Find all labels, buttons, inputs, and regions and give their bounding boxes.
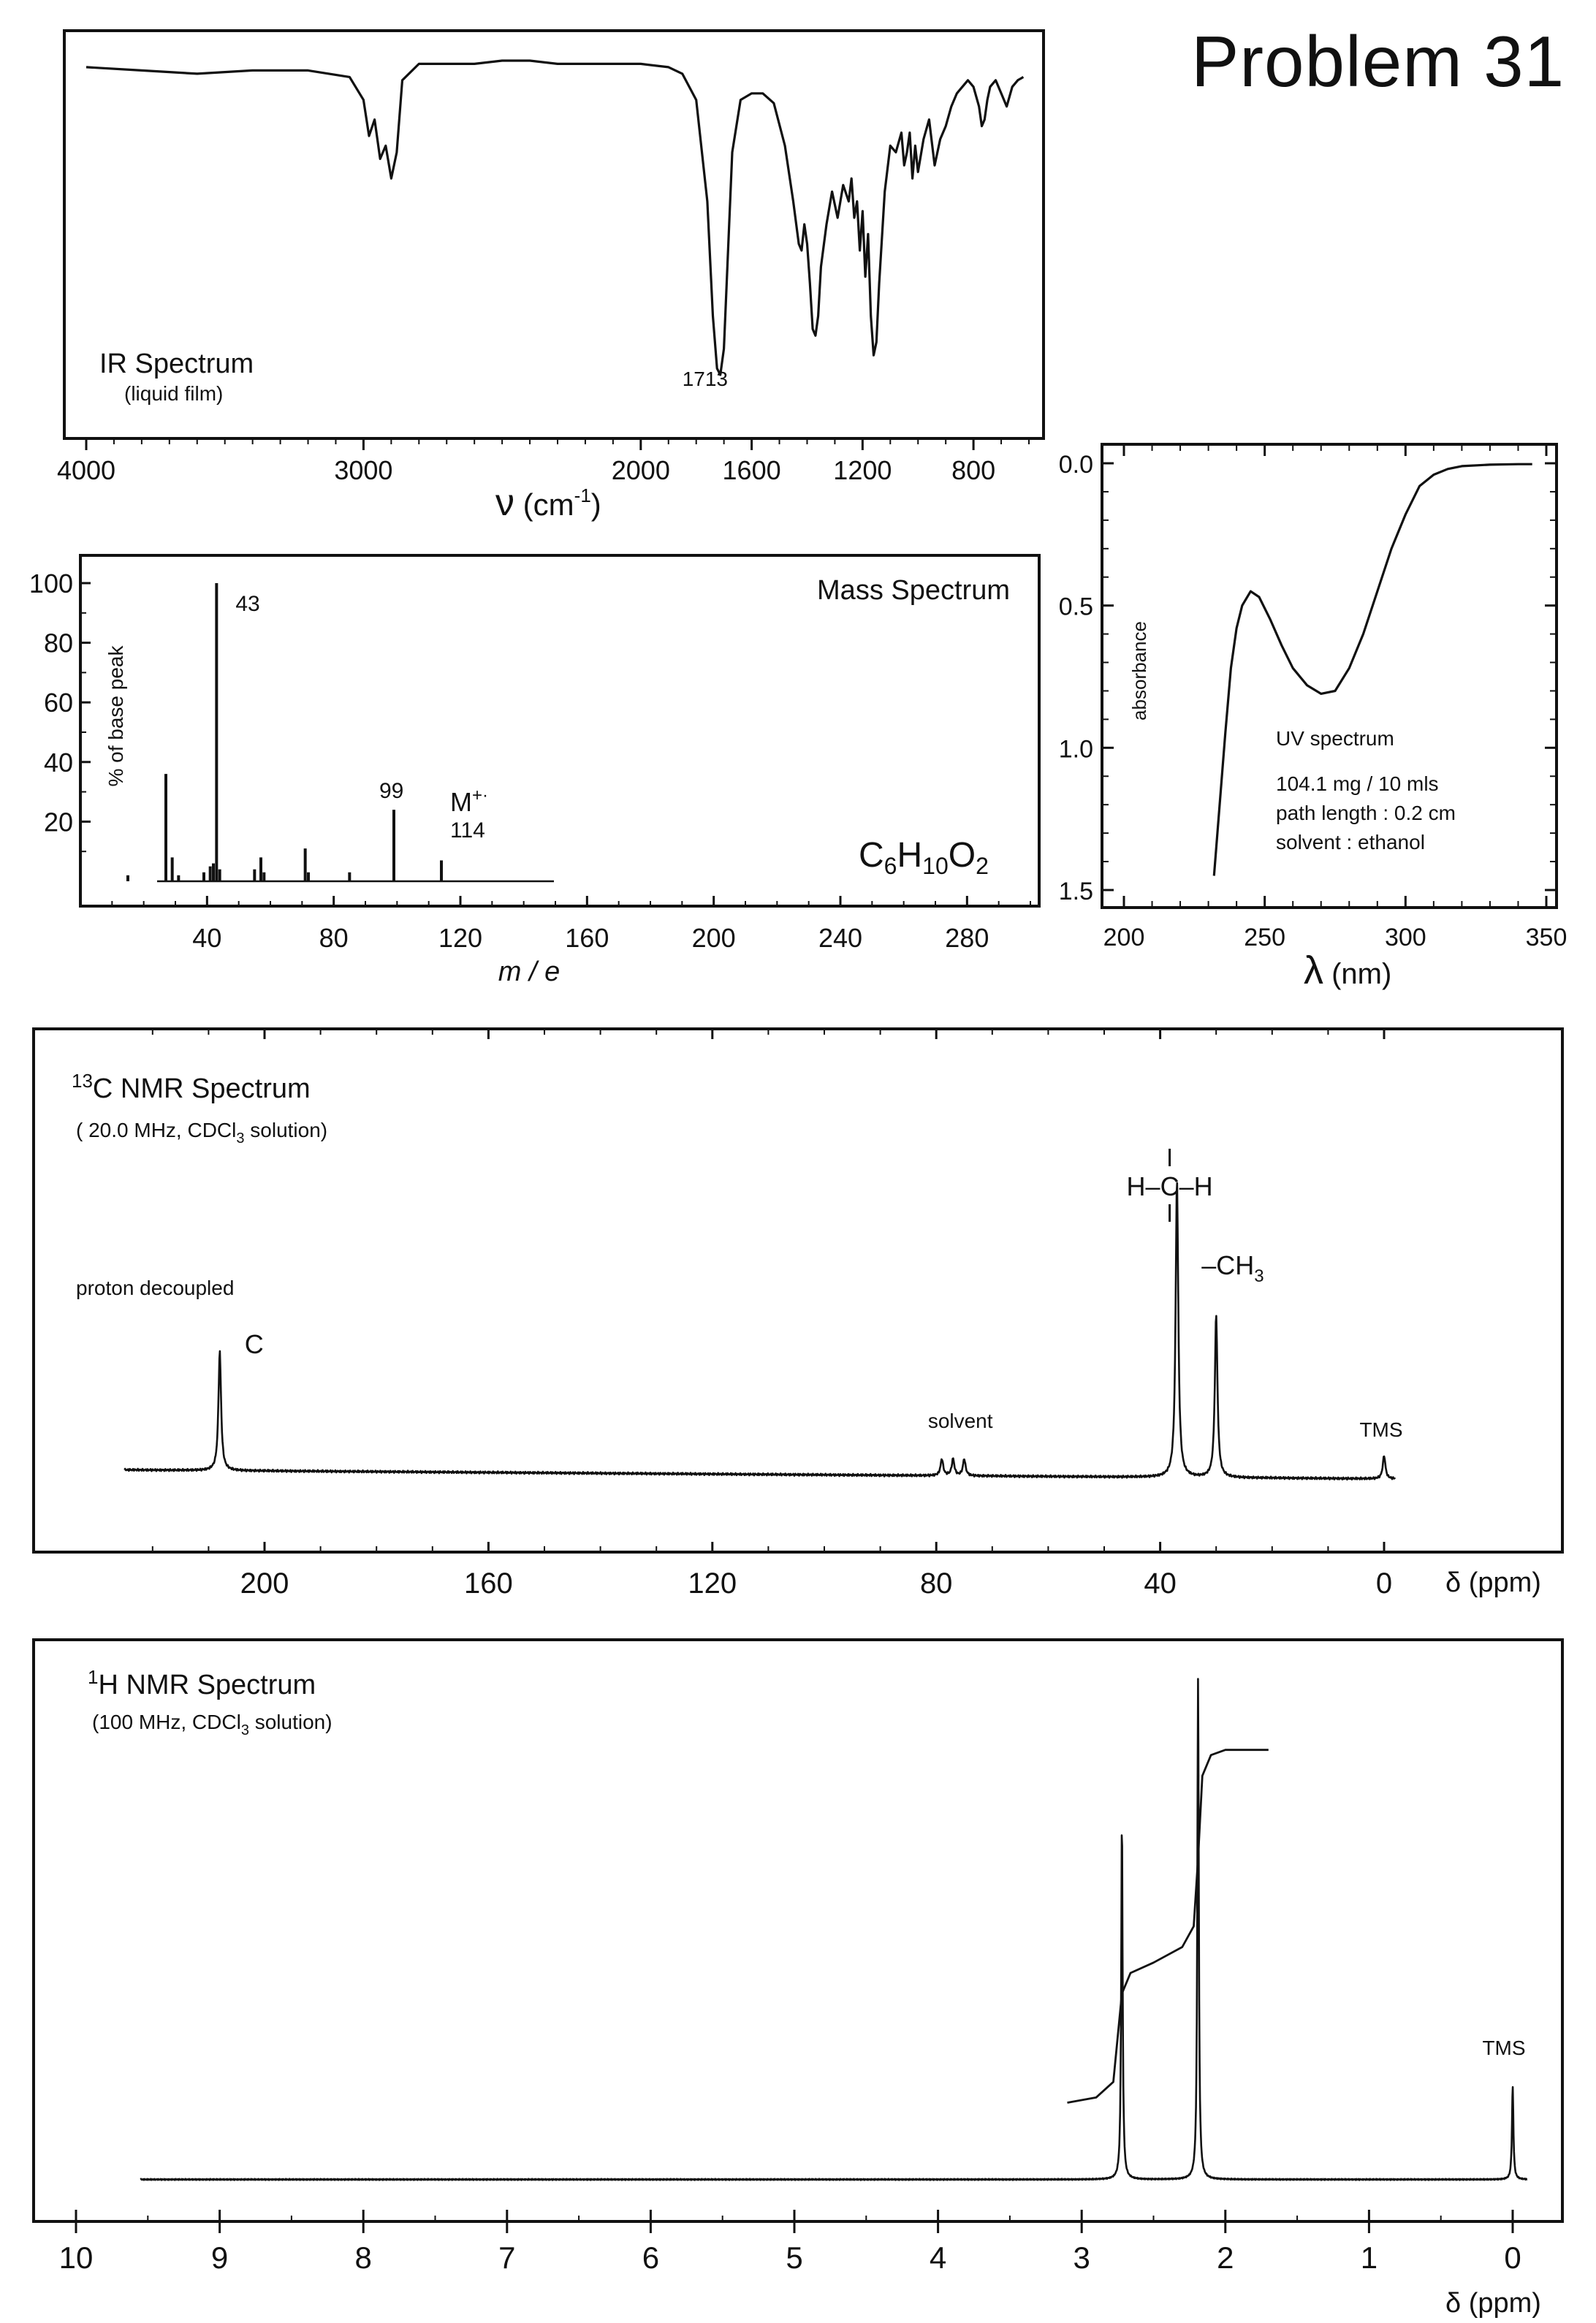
uv-x-tick-label: 250 [1244, 924, 1286, 951]
h1-x-tick-label: 3 [1073, 2240, 1090, 2275]
ir-x-tick-label: 2000 [611, 455, 670, 485]
uv-condition: path length : 0.2 cm [1276, 802, 1456, 824]
page-title: Problem 31 [1191, 21, 1565, 102]
h1-conditions-b: solution) [248, 1711, 332, 1733]
uv-x-tick-label: 350 [1525, 924, 1568, 951]
h1-title-text: H NMR Spectrum [98, 1670, 316, 1700]
c13-peak-label: solvent [927, 1410, 993, 1432]
h1-x-tick-label: 1 [1360, 2240, 1378, 2275]
uv-y-tick-label: 0.5 [1058, 593, 1093, 621]
formula-h: H [897, 836, 923, 875]
h1-x-tick-label: 5 [786, 2240, 803, 2275]
mass-y-tick-label: 20 [43, 807, 73, 837]
c13-x-tick-label: 80 [919, 1567, 953, 1600]
formula-c: C [859, 836, 884, 875]
formula-h-count: 10 [922, 853, 949, 879]
h1-x-tick-label: 10 [58, 2240, 94, 2275]
ir-title: IR Spectrum [99, 349, 254, 379]
mass-y-tick-label: 40 [43, 747, 73, 777]
mass-y-tick-label: 60 [43, 688, 73, 718]
uv-x-tick-label: 300 [1384, 924, 1426, 951]
mass-molecular-ion-label [450, 786, 488, 817]
c13-peak-label: H–C–H [1126, 1171, 1213, 1201]
mass-x-tick-label: 40 [192, 923, 222, 953]
h1-x-tick-label: 4 [929, 2240, 947, 2275]
h1-x-tick-label: 7 [498, 2240, 516, 2275]
c13-x-tick-label: 200 [240, 1567, 289, 1600]
h1-peak-label: TMS [1482, 2037, 1526, 2059]
c13-x-tick-label: 40 [1144, 1567, 1177, 1600]
c13-conditions-b: solution) [244, 1119, 328, 1141]
mass-x-tick-label: 80 [319, 923, 349, 953]
ir-subtitle: (liquid film) [124, 382, 224, 405]
uv-y-tick-label: 1.5 [1058, 878, 1093, 905]
h1-conditions-a: (100 MHz, CDCl [92, 1711, 241, 1733]
uv-condition: 104.1 mg / 10 mls [1276, 772, 1439, 795]
mass-panel [29, 555, 1039, 987]
mass-x-tick-label: 120 [438, 923, 483, 953]
formula-o-count: 2 [976, 853, 989, 879]
c13-panel [34, 1029, 1562, 1600]
c13-trace [125, 1183, 1396, 1480]
c13-title-sup: 13 [72, 1070, 93, 1092]
c13-conditions [76, 1119, 327, 1147]
c13-x-tick-label: 160 [464, 1567, 513, 1600]
mass-x-tick-label: 160 [565, 923, 609, 953]
h1-title-sup: 1 [88, 1666, 99, 1688]
ir-x-tick-label: 3000 [334, 455, 393, 485]
h1-trace [141, 1679, 1527, 2181]
uv-y-tick-label: 1.0 [1058, 735, 1093, 764]
h1-conditions-sub: 3 [240, 1722, 249, 1738]
c13-x-tick-label: 120 [688, 1567, 737, 1600]
c13-note: proton decoupled [76, 1277, 235, 1299]
c13-conditions-sub: 3 [236, 1130, 245, 1147]
uv-x-unit: (nm) [1323, 958, 1392, 990]
h1-x-tick-label: 8 [354, 2240, 372, 2275]
uv-y-axis-label: absorbance [1128, 621, 1150, 721]
uv-x-symbol: λ [1304, 948, 1323, 992]
c13-x-axis-label: δ (ppm) [1445, 1567, 1541, 1598]
c13-x-tick-label: 0 [1375, 1567, 1393, 1600]
c13-conditions-a: ( 20.0 MHz, CDCl [76, 1119, 237, 1141]
mass-peak-label: 99 [379, 779, 404, 803]
mass-x-tick-label: 200 [691, 923, 736, 953]
mass-peak-label: 114 [450, 818, 485, 843]
uv-x-axis-label [1304, 948, 1391, 992]
uv-x-tick-label: 200 [1103, 924, 1145, 951]
uv-title: UV spectrum [1276, 727, 1394, 750]
mass-formula [859, 836, 989, 879]
c13-peak-label: C [244, 1329, 264, 1359]
c13-methyl-sub: 3 [1254, 1266, 1264, 1286]
ir-peak-label: 1713 [682, 368, 729, 390]
h1-title [88, 1666, 316, 1700]
mass-x-tick-label: 280 [945, 923, 989, 953]
ir-panel [57, 31, 1044, 524]
c13-title [72, 1070, 311, 1104]
mass-x-axis-label: m / e [498, 957, 560, 987]
mass-ion-text: M [450, 787, 472, 817]
h1-integral-trace [1068, 1750, 1269, 2103]
h1-x-tick-label: 9 [210, 2240, 229, 2275]
ir-x-tick-label: 4000 [56, 455, 116, 485]
mass-title: Mass Spectrum [817, 575, 1010, 606]
ir-x-symbol: ν [495, 482, 514, 524]
formula-o: O [948, 836, 976, 875]
mass-y-tick-label: 100 [28, 569, 73, 598]
mass-ion-charge: +· [472, 786, 489, 805]
h1-x-tick-label: 0 [1504, 2240, 1521, 2275]
h1-x-tick-label: 2 [1217, 2240, 1234, 2275]
ir-x-unit-close: ) [590, 487, 601, 522]
ir-x-tick-label: 1200 [833, 455, 892, 485]
ir-x-unit-exp: -1 [574, 484, 591, 506]
h1-x-axis-label: δ (ppm) [1445, 2288, 1541, 2319]
uv-y-tick-label: 0.0 [1058, 451, 1093, 479]
c13-methyl-text: –CH [1201, 1250, 1255, 1280]
ir-x-tick-label: 800 [951, 455, 996, 485]
c13-title-text: C NMR Spectrum [92, 1073, 311, 1104]
h1-x-tick-label: 6 [642, 2240, 660, 2275]
uv-condition: solvent : ethanol [1276, 831, 1425, 853]
ir-trace [86, 61, 1023, 375]
ir-x-tick-label: 1600 [722, 455, 781, 485]
mass-peak-label: 43 [235, 592, 260, 616]
ir-x-axis-label [495, 482, 601, 524]
c13-peak-label: TMS [1359, 1418, 1403, 1441]
formula-c-count: 6 [884, 853, 897, 879]
h1-conditions [92, 1711, 332, 1738]
uv-panel [1059, 444, 1568, 992]
h1-panel [34, 1640, 1562, 2319]
mass-y-tick-label: 80 [43, 628, 73, 658]
mass-y-axis-label: % of base peak [104, 645, 127, 787]
c13-peak-label [1201, 1250, 1264, 1286]
mass-x-tick-label: 240 [818, 923, 863, 953]
ir-x-unit: (cm [514, 487, 574, 522]
